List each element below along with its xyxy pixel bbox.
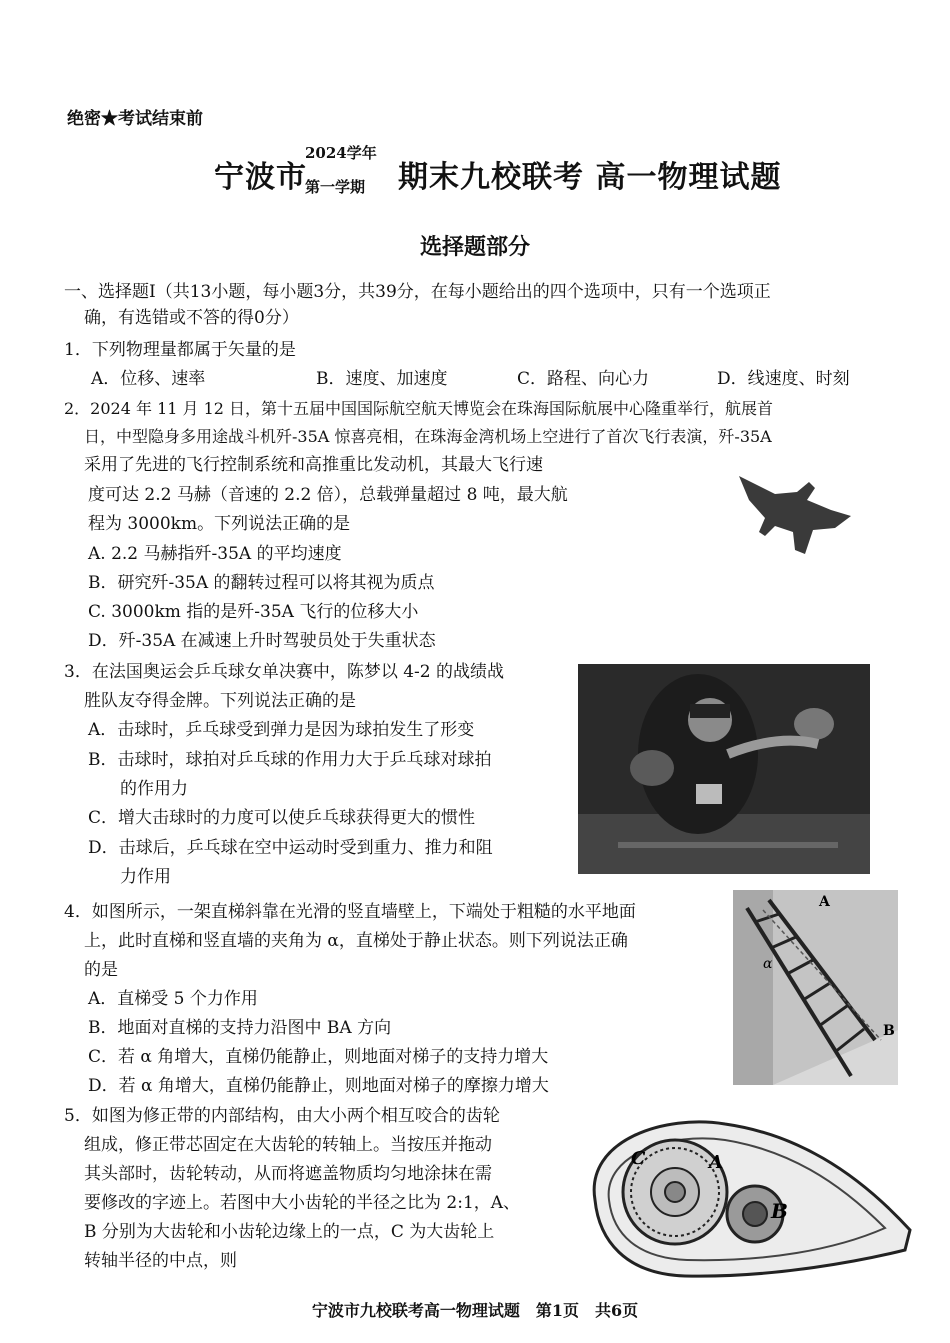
q2-option-c: C. 3000km 指的是歼-35A 飞行的位移大小 — [88, 602, 419, 622]
q1-option-c: C．路程、向心力 — [517, 369, 650, 389]
q4-option-d: D．若 α 角增大，直梯仍能静止，则地面对梯子的摩擦力增大 — [88, 1076, 549, 1096]
q5-stem-line-4: 要修改的字迹上。若图中大小齿轮的半径之比为 2:1，A、 — [84, 1193, 521, 1213]
q1-option-d: D．线速度、时刻 — [717, 369, 850, 389]
q4-stem-line-2: 上，此时直梯和竖直墙的夹角为 α，直梯处于静止状态。则下列说法正确 — [84, 931, 628, 951]
q2-stem-line-4: 度可达 2.2 马赫（音速的 2.2 倍），总载弹量超过 8 吨，最大航 — [88, 485, 568, 505]
q2-stem-line-5: 程为 3000km。下列说法正确的是 — [88, 514, 351, 534]
q5-stem-line-5: B 分别为大齿轮和小齿轮边缘上的一点，C 为大齿轮上 — [84, 1222, 495, 1242]
gear-label-a: A — [709, 1152, 723, 1173]
title-year: 2024学年 — [305, 144, 377, 162]
q2-option-b: B．研究歼-35A 的翻转过程可以将其视为质点 — [88, 573, 435, 593]
q3-option-b: B．击球时，球拍对乒乓球的作用力大于乒乓球对球拍 — [88, 750, 492, 770]
section-title: 选择题部分 — [419, 234, 530, 260]
q4-stem-line-1: 4．如图所示，一架直梯斜靠在光滑的竖直墙壁上，下端处于粗糙的水平地面 — [64, 902, 636, 922]
ladder-figure — [733, 890, 898, 1085]
q2-stem-line-3: 采用了先进的飞行控制系统和高推重比发动机，其最大飞行速 — [84, 455, 543, 475]
q3-option-b-cont: 的作用力 — [120, 779, 188, 799]
q1-option-b: B．速度、加速度 — [316, 369, 448, 389]
q3-option-a: A．击球时，乒乓球受到弹力是因为球拍发生了形变 — [88, 720, 475, 740]
q5-stem-line-3: 其头部时，齿轮转动，从而将遮盖物质均匀地涂抹在需 — [84, 1164, 492, 1184]
ladder-label-alpha: α — [763, 956, 773, 972]
title-term: 第一学期 — [305, 178, 366, 196]
q1-stem: 1．下列物理量都属于矢量的是 — [64, 340, 296, 360]
table-tennis-photo — [578, 664, 870, 874]
q3-option-c: C．增大击球时的力度可以使乒乓球获得更大的惯性 — [88, 808, 476, 828]
q3-stem-line-1: 3．在法国奥运会乒乓球女单决赛中，陈梦以 4-2 的战绩战 — [64, 662, 504, 682]
q1-option-a: A．位移、速率 — [91, 369, 206, 389]
gear-label-c: C — [631, 1148, 646, 1169]
instructions-line-1: 一、选择题Ⅰ（共13小题，每小题3分，共39分，在每小题给出的四个选项中，只有一个选项正 — [64, 282, 771, 302]
q4-option-a: A．直梯受 5 个力作用 — [88, 989, 258, 1009]
q2-option-d: D．歼-35A 在减速上升时驾驶员处于失重状态 — [88, 631, 436, 651]
ladder-label-b: B — [883, 1023, 895, 1039]
gear-label-b: B — [771, 1199, 788, 1223]
q5-stem-line-6: 转轴半径的中点，则 — [84, 1251, 237, 1271]
q4-option-c: C．若 α 角增大，直梯仍能静止，则地面对梯子的支持力增大 — [88, 1047, 549, 1067]
q5-stem-line-2: 组成，修正带芯固定在大齿轮的转轴上。当按压并拖动 — [84, 1135, 492, 1155]
q2-option-a: A. 2.2 马赫指歼-35A 的平均速度 — [88, 544, 342, 564]
fighter-jet-figure — [735, 470, 855, 560]
q5-stem-line-1: 5．如图为修正带的内部结构，由大小两个相互咬合的齿轮 — [64, 1106, 500, 1126]
confidential-label: 绝密★考试结束前 — [67, 109, 203, 129]
instructions-line-2: 确，有选错或不答的得0分） — [84, 308, 299, 328]
q2-stem-line-1: 2．2024 年 11 月 12 日，第十五届中国国际航空航天博览会在珠海国际航展中心隆重举行，航展首 — [64, 399, 774, 418]
q2-stem-line-2: 日，中型隐身多用途战斗机歼-35A 惊喜亮相，在珠海金湾机场上空进行了首次飞行表演，歼-35A — [84, 427, 772, 446]
q3-stem-line-2: 胜队友夺得金牌。下列说法正确的是 — [84, 691, 356, 711]
ladder-label-a: A — [819, 894, 830, 910]
q4-option-b: B．地面对直梯的支持力沿图中 BA 方向 — [88, 1018, 392, 1038]
correction-tape-figure — [575, 1110, 920, 1290]
exam-title — [0, 140, 950, 210]
q3-option-d: D．击球后，乒乓球在空中运动时受到重力、推力和阻 — [88, 838, 493, 858]
page-footer: 宁波市九校联考高一物理试题 第1页 共6页 — [311, 1301, 639, 1320]
title-main: 期末九校联考 高一物理试题 — [398, 160, 782, 195]
q3-option-d-cont: 力作用 — [120, 867, 171, 887]
q4-stem-line-3: 的是 — [84, 960, 118, 980]
title-city: 宁波市 — [214, 160, 307, 195]
